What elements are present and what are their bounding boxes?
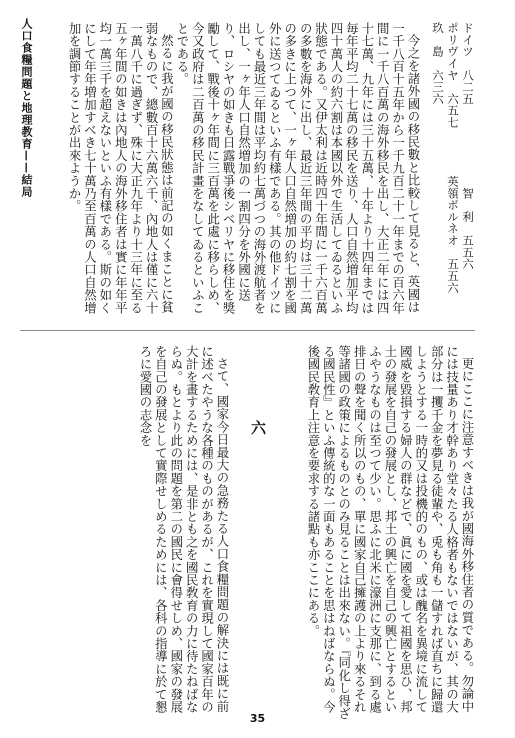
paragraph: 然るに我が國の移民狀態は前記の如くまことに貧弱なもので、總數百十六萬六千、內地人は僅に六十一萬八千に過ぎず、殊に大正九年より十三年に至る五ヶ年間の如きは內地人の海外移住者は實に年年平均一萬三千を超えないといふ有樣である。斯の如くにして年年増加すべき七十萬乃至百萬の人口自然增加を調節することが出來ようか。: [67, 22, 175, 315]
table-row: [460, 22, 475, 322]
table-row: [445, 22, 460, 322]
table-country: ドイツ: [461, 22, 475, 58]
paragraph: 今之を諸外國の移民數と比較して見ると、英國は一千八百十五年から一千九百二十一年までの百六年間に一千八百萬の海外移民を出し、大正二年には四十七萬、九年には三十五萬、十年より十四年までは毎年平均二十七萬の移民を送り、人口自然増加平均四十萬人の約六割は本國以外で生活してゐるといふ狀態である。又伊太利は近時四十年間に一千六百萬の多數を海外に出し、最近三年間の平均は三十二萬の多きに上つて、一ヶ年人口自然増加の約七割を國外に送つてゐるといふ有樣である。其の他ドイツにしても最近三年間は平均約七萬づつの海外渡航者を出し、一ヶ年人口自然増加の一割四分を外國に送り、ロシヤの如きも日露戰爭後シベリヤに移住を獎勵して、戰後十ヶ年間に三百萬を此處に移らしめ、今又政府は二百萬の移民計畫をなしてゐるといふことである。: [174, 22, 421, 315]
running-header: 人口食糧問題と地理教育——結局: [20, 18, 33, 198]
upper-body-text: [43, 22, 421, 322]
table-value: 八二五: [461, 69, 475, 105]
table-country: 玖 島: [431, 22, 445, 58]
table-row: [430, 22, 445, 322]
table-country: ポリヴイヤ: [446, 22, 460, 81]
upper-section: [43, 22, 475, 322]
table-country: 智 利: [461, 187, 475, 223]
section-number: 六: [249, 420, 267, 435]
table-value: 五五六: [461, 234, 475, 270]
lower-right-text: [265, 345, 475, 720]
section-divider: [20, 330, 475, 331]
table-value: 五五六: [446, 258, 460, 294]
page-number: 35: [249, 712, 266, 725]
lower-left-text: [20, 345, 230, 720]
table-value: 六五七: [446, 92, 460, 129]
paragraph: 更にここに注意すべきは我が國海外移住者の質である。勿論中には技量あり才幹あり堂々たる人格者もないではないが、其の大部分は一攫千金を夢見る徒輩や、兎も角も一儲すれば直ちに歸還しようとする一時的又は投機的のもの、或は醜名を異境に流して國威を毀損する婦人の群などで、眞に國を愛して祖國を思ひ、邦土の發展を自己の發展とし、邦土の興亡を自己の興亡とするといふやうなものは至つて少い。思ふに北米に濠洲に支那に、到る處排日の聲を聞く所以のもの、單に國家自己擁護の上より來るそれ等諸國の政策によるものとのみ見ることは出來ない。『同化し得ざる國民性』といふ傳統的な一面もあることを思はねばならぬ。今後國民敎育上注意を要求する諸點も亦ここにある。: [305, 345, 475, 720]
emigration-table: [429, 22, 475, 322]
table-value: 六三六: [431, 69, 445, 105]
table-country: 英領ボルネオ: [446, 175, 460, 247]
paragraph: さて、國家今日最大の急務たる人口食糧問題の解決には既に前に述べたやうな各種のものがあるが、これを實現して國家百年の大計を畫するためには、是非とも之を國民敎育の力に待たねばならぬ。もとより此の問題を第二の國民に會得せしめ、國家の發展を自己の發展として實際せしめるためには、各科の指導に於て懇ろに愛國の志念を: [137, 345, 230, 714]
